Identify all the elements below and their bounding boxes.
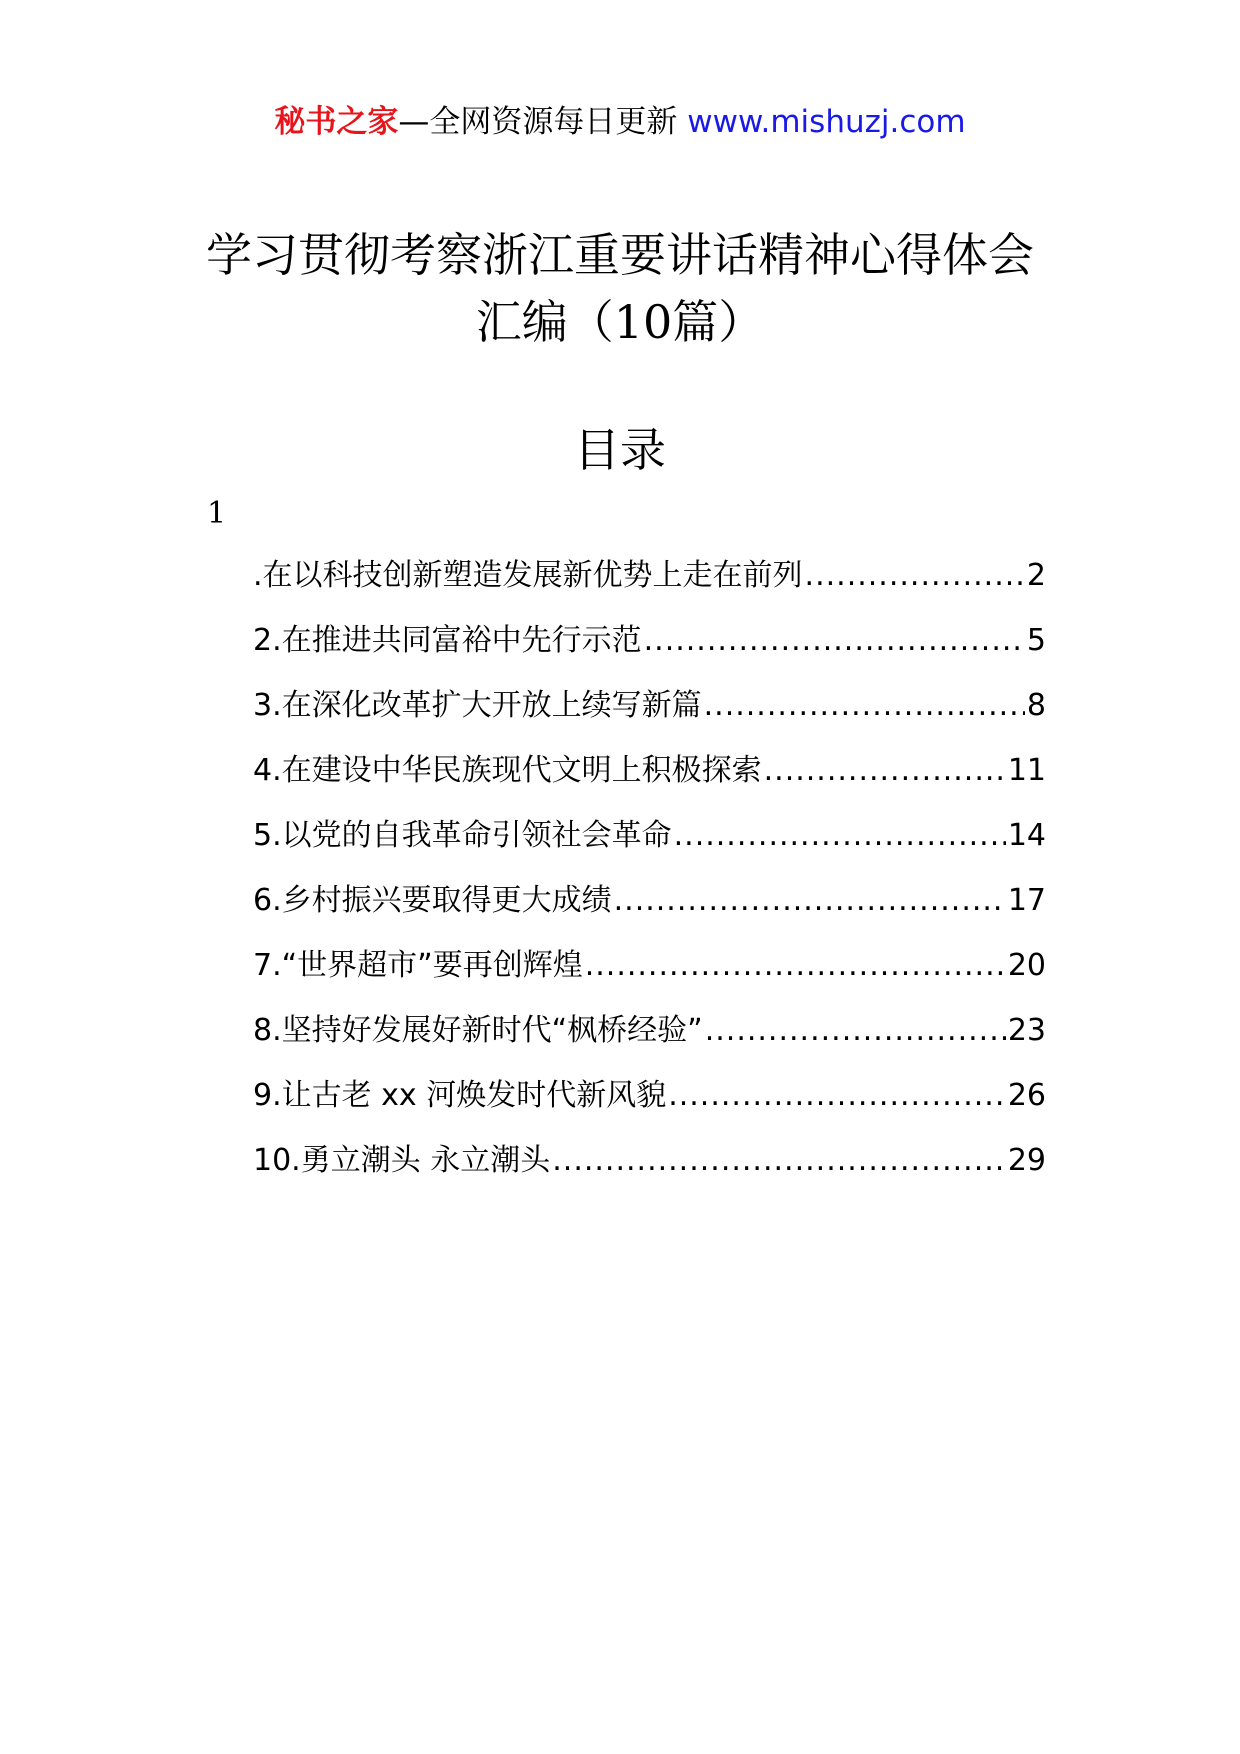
toc-dot-leader <box>585 946 1006 986</box>
toc-entry[interactable] <box>253 816 1046 881</box>
toc-entry[interactable] <box>253 621 1046 686</box>
toc-entry-title: 4.在建设中华民族现代文明上积极探索 <box>253 753 762 788</box>
slogan: —全网资源每日更新 <box>398 104 688 140</box>
title-line-2-suffix: 篇） <box>672 295 765 349</box>
toc-dot-leader <box>764 751 1006 791</box>
toc-entry-page: 17 <box>1007 883 1046 918</box>
toc-entry-title: .在以科技创新塑造发展新优势上走在前列 <box>253 558 803 593</box>
toc-dot-leader <box>805 556 1025 596</box>
toc-entry[interactable] <box>253 686 1046 751</box>
toc-entry[interactable] <box>253 751 1046 816</box>
toc-entry-title: 9.让古老 xx 河焕发时代新风貌 <box>253 1078 667 1113</box>
toc-entry-page: 20 <box>1007 948 1046 983</box>
toc-entry[interactable] <box>253 1076 1046 1141</box>
toc-entry-title: 10.勇立潮头 永立潮头 <box>253 1143 551 1178</box>
toc-entry[interactable] <box>253 556 1046 621</box>
toc-dot-leader <box>552 1141 1006 1181</box>
title-line-2-prefix: 汇编（ <box>475 295 614 349</box>
toc-entry-page: 2 <box>1026 558 1046 593</box>
toc-entry-page: 11 <box>1007 753 1046 788</box>
toc-entry-title: 2.在推进共同富裕中先行示范 <box>253 623 642 658</box>
toc-entry-title: 7.“世界超市”要再创辉煌 <box>253 948 583 983</box>
toc-dot-leader <box>704 686 1025 726</box>
title-line-2 <box>0 289 1240 356</box>
toc-entry-page: 5 <box>1026 623 1046 658</box>
document-title <box>0 222 1240 356</box>
toc-entry[interactable] <box>253 946 1046 1011</box>
toc-stray-number: 1 <box>207 496 227 531</box>
site-url-link[interactable]: www.mishuzj.com <box>687 104 966 140</box>
title-line-2-number: 10 <box>613 295 673 349</box>
toc-entry-page: 23 <box>1007 1013 1046 1048</box>
toc-dot-leader <box>644 621 1025 661</box>
toc-dot-leader <box>668 1076 1006 1116</box>
toc-dot-leader <box>614 881 1006 921</box>
toc-entry-page: 8 <box>1026 688 1046 723</box>
title-line-1: 学习贯彻考察浙江重要讲话精神心得体会 <box>206 228 1034 282</box>
toc-entry[interactable] <box>253 1141 1046 1206</box>
toc-entry-title: 8.坚持好发展好新时代“枫桥经验” <box>253 1013 703 1048</box>
toc-entry[interactable] <box>253 881 1046 946</box>
toc-entry-title: 5.以党的自我革命引领社会革命 <box>253 818 672 853</box>
toc-entry-title: 3.在深化改革扩大开放上续写新篇 <box>253 688 702 723</box>
site-header <box>0 100 1240 144</box>
brand-name: 秘书之家 <box>274 104 399 140</box>
toc-dot-leader <box>674 816 1006 856</box>
toc-entry[interactable] <box>253 1011 1046 1076</box>
toc-entry-title: 6.乡村振兴要取得更大成绩 <box>253 883 612 918</box>
toc-entry-page: 29 <box>1007 1143 1046 1178</box>
toc-entry-page: 14 <box>1007 818 1046 853</box>
toc-entry-page: 26 <box>1007 1078 1046 1113</box>
table-of-contents <box>253 556 1046 1206</box>
toc-heading: 目录 <box>574 423 666 477</box>
toc-dot-leader <box>705 1011 1006 1051</box>
